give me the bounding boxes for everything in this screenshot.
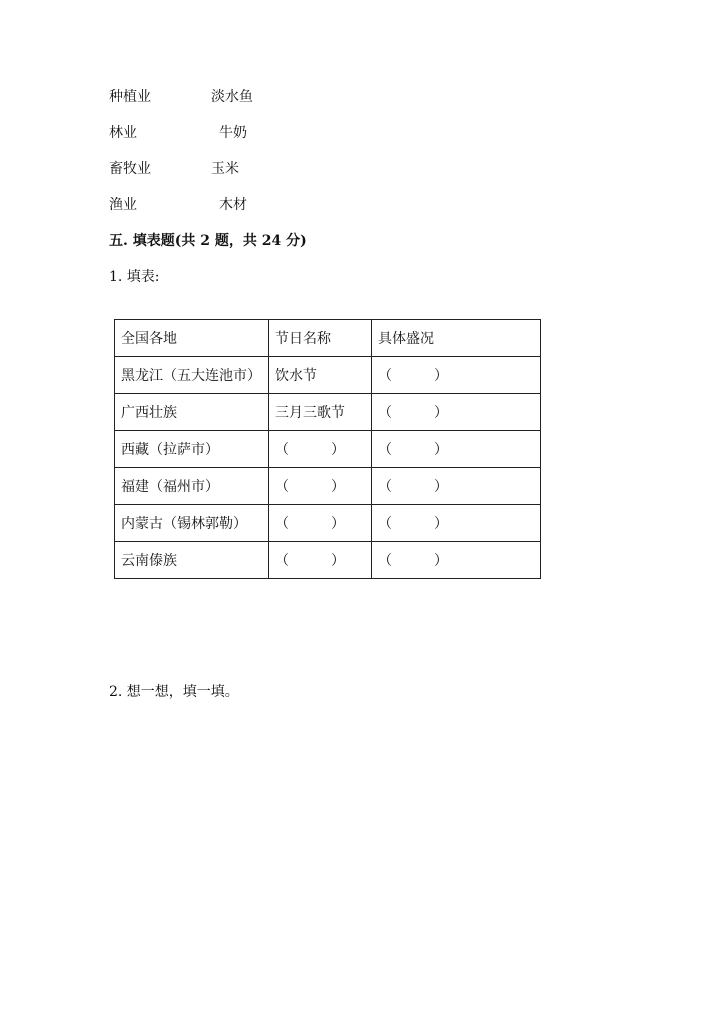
table-cell-blank[interactable]: （ ） [269,431,372,468]
match-right-item: 牛奶 [219,125,247,141]
table-cell-blank[interactable]: （ ） [269,505,372,542]
table-cell-region: 广西壮族 [115,394,269,431]
match-left-item: 畜牧业 [109,161,151,177]
table-cell-region: 云南傣族 [115,542,269,579]
table-cell-blank[interactable]: （ ） [372,505,541,542]
table-row [115,394,541,431]
table-row [115,505,541,542]
table-row [115,357,541,394]
table-cell-blank[interactable]: （ ） [372,468,541,505]
table-cell-festival: 三月三歌节 [269,394,372,431]
table-cell-blank[interactable]: （ ） [372,431,541,468]
match-right-item: 淡水鱼 [211,89,253,105]
table-cell-region: 福建（福州市） [115,468,269,505]
table-cell-region: 黑龙江（五大连池市） [115,357,269,394]
table-cell-festival: 饮水节 [269,357,372,394]
table-row [115,468,541,505]
table-row [115,542,541,579]
table-cell-region: 西藏（拉萨市） [115,431,269,468]
fill-table [114,319,541,579]
section-title: 五. 填表题(共 2 题，共 24 分) [109,233,307,249]
table-header-cell: 全国各地 [115,320,269,357]
table-header-cell: 具体盛况 [372,320,541,357]
table-cell-region: 内蒙古（锡林郭勒） [115,505,269,542]
table-cell-blank[interactable]: （ ） [372,542,541,579]
match-left-item: 种植业 [109,89,151,105]
question-2-label: 2. 想一想，填一填。 [109,684,239,700]
table-row [115,431,541,468]
table-cell-blank[interactable]: （ ） [372,394,541,431]
table-cell-blank[interactable]: （ ） [269,542,372,579]
match-right-item: 玉米 [211,161,239,177]
table-header-row [115,320,541,357]
table-cell-blank[interactable]: （ ） [372,357,541,394]
match-left-item: 渔业 [109,197,137,213]
table-cell-blank[interactable]: （ ） [269,468,372,505]
match-right-item: 木材 [219,197,247,213]
table-header-cell: 节日名称 [269,320,372,357]
question-1-label: 1. 填表: [109,269,160,285]
match-left-item: 林业 [109,125,137,141]
